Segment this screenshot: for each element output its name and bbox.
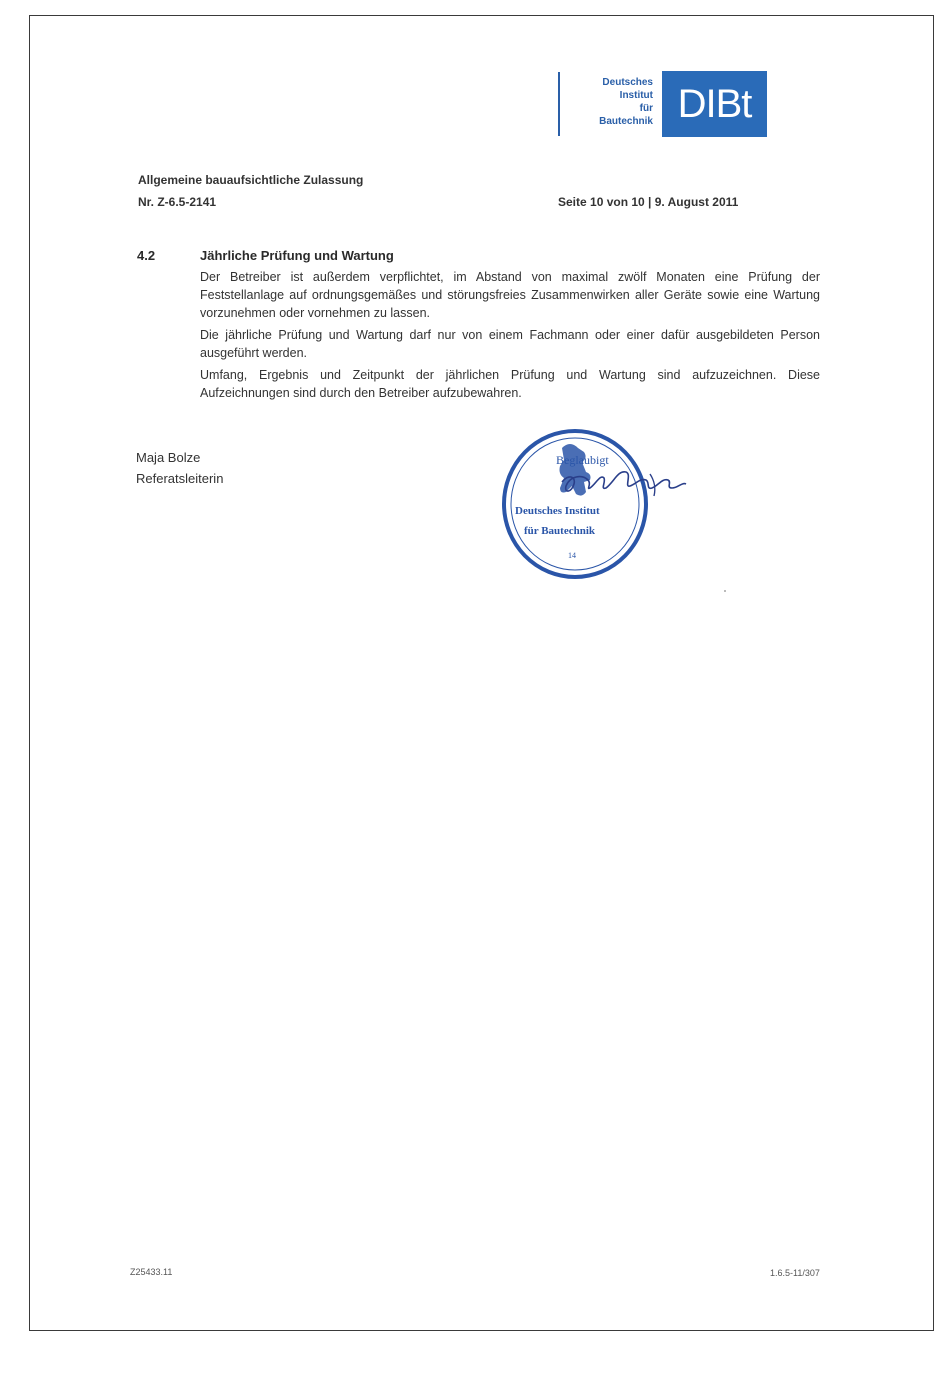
footer-reference-left: Z25433.11 — [130, 1267, 173, 1277]
dibt-logo-mark: DIBt — [662, 71, 767, 137]
paragraph: Der Betreiber ist außerdem verpflichtet, im Abstand von maximal zwölf Monaten eine Prüfung der Feststellanlage auf ordnungsgemäßes und störungsfreies Zusammenwirken aller Geräte sowie eine Wartung vorzunehmen oder vornehmen zu lassen. — [200, 270, 820, 320]
stamp-number: 14 — [568, 551, 576, 560]
paragraph: Die jährliche Prüfung und Wartung darf nur von einem Fachmann oder einer dafür ausgebildeten Person ausgeführt werden. — [200, 328, 820, 360]
logo-line: für — [639, 103, 653, 114]
logo-line: Deutsches — [602, 77, 653, 88]
approval-number: Nr. Z-6.5-2141 — [138, 195, 217, 209]
paragraph: Umfang, Ergebnis und Zeitpunkt der jährlichen Prüfung und Wartung sind aufzuzeichnen. Diese Aufzeichnungen sind durch den Betreiber aufzubewahren. — [200, 368, 820, 400]
page-info: Seite 10 von 10 | 9. August 2011 — [558, 195, 739, 209]
logo-line: Institut — [619, 90, 653, 101]
document-page — [29, 15, 934, 1331]
signature-stroke — [650, 474, 655, 496]
signatory-name: Maja Bolze — [136, 450, 201, 465]
signatory-role: Referatsleiterin — [136, 471, 224, 486]
logo-divider — [558, 72, 560, 136]
bear-emblem-icon — [560, 444, 591, 496]
document-type: Allgemeine bauaufsichtliche Zulassung — [138, 173, 364, 187]
section-title: Jährliche Prüfung und Wartung — [200, 248, 394, 263]
scan-speck — [724, 590, 726, 592]
official-stamp — [500, 420, 760, 590]
stamp-line-2: für Bautechnik — [524, 525, 596, 537]
stamp-word: Beglaubigt — [556, 453, 609, 467]
logo-line: Bautechnik — [599, 116, 653, 127]
footer-reference-right: 1.6.5-11/307 — [770, 1268, 820, 1278]
logo-wordmark — [565, 76, 653, 128]
stamp-line-1: Deutsches Institut — [515, 505, 600, 517]
section-number: 4.2 — [137, 248, 156, 263]
